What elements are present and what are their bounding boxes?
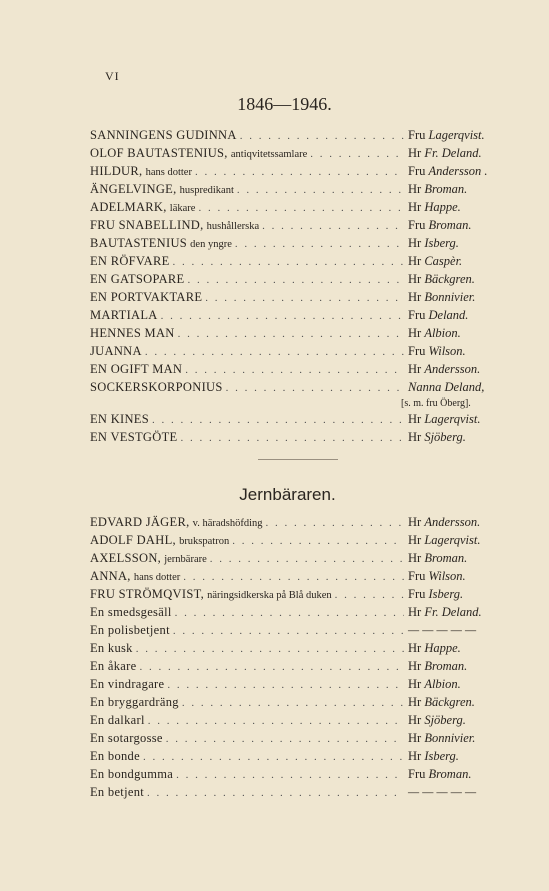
- actor-title: Hr: [408, 641, 422, 655]
- actor-name: Albion.: [424, 326, 461, 340]
- actor: [404, 326, 502, 341]
- role-label: MARTIALA: [90, 308, 158, 322]
- actor-title: Fru: [408, 569, 426, 583]
- cast-row: [90, 308, 502, 326]
- leader-dots: [175, 328, 404, 340]
- role-name: [90, 380, 223, 395]
- role-name: [90, 236, 232, 251]
- actor-title: Hr: [408, 515, 422, 529]
- role-label: ADOLF DAHL,: [90, 533, 176, 547]
- actor: [404, 362, 502, 377]
- actor: [404, 236, 502, 251]
- years-heading: 1846—1946.: [237, 94, 332, 114]
- role-label: SOCKERSKORPONIUS: [90, 380, 223, 394]
- role-name: [90, 659, 136, 674]
- actor-name: — — — — —: [408, 785, 477, 799]
- cast-row: [90, 362, 502, 380]
- role-name: [90, 164, 192, 179]
- cast-row: [90, 412, 502, 430]
- role-description: jernbärare: [164, 554, 207, 565]
- role-description: huspredikant: [179, 185, 234, 196]
- actor: [404, 515, 502, 530]
- role-label: En vindragare: [90, 677, 165, 691]
- cast-list-jernbararen: [90, 515, 502, 803]
- role-name: [90, 254, 170, 269]
- leader-dots: [170, 256, 404, 268]
- role-description: den yngre: [190, 239, 232, 250]
- role-label: AXELSSON,: [90, 551, 162, 565]
- cast-row: [90, 515, 502, 533]
- leader-dots: [173, 769, 404, 781]
- leader-dots: [332, 589, 404, 601]
- role-name: [90, 677, 164, 692]
- actor: [404, 785, 502, 800]
- actor: [404, 380, 502, 395]
- role-name: [90, 713, 145, 728]
- cast-row: [90, 641, 502, 659]
- actor-title: Hr: [408, 605, 422, 619]
- actor-name: Andersson.: [424, 362, 481, 376]
- actor-title: Fru: [408, 128, 426, 142]
- actor: [404, 412, 502, 427]
- role-label: En bondgumma: [90, 767, 174, 781]
- actor-name: Albion.: [424, 677, 461, 691]
- cast-row: [90, 569, 502, 587]
- actor-name: Isberg.: [424, 749, 459, 763]
- cast-row: [90, 749, 502, 767]
- actor-title: Hr: [408, 659, 422, 673]
- actor: [404, 290, 502, 305]
- actor-title: Fru: [408, 344, 426, 358]
- leader-dots: [229, 535, 404, 547]
- role-name: [90, 272, 184, 287]
- role-label: En åkare: [90, 659, 137, 673]
- actor-name: Happe.: [424, 200, 461, 214]
- leader-dots: [149, 414, 404, 426]
- actor: [404, 128, 502, 143]
- role-name: [90, 182, 234, 197]
- actor-title: Fru: [408, 587, 426, 601]
- role-name: [90, 362, 182, 377]
- role-label: En bonde: [90, 749, 140, 763]
- cast-row: [90, 731, 502, 749]
- actor-title: Hr: [408, 749, 422, 763]
- actor-note: [s. m. fru Öberg].: [401, 398, 471, 409]
- actor: [404, 254, 502, 269]
- actor-name: Nanna Deland,: [408, 380, 485, 394]
- cast-row: [90, 164, 502, 182]
- actor-name: Bonnivier.: [424, 731, 476, 745]
- role-label: EN OGIFT MAN: [90, 362, 183, 376]
- role-description: hans dotter: [133, 572, 181, 583]
- cast-row: [90, 236, 502, 254]
- actor: [404, 767, 502, 782]
- leader-dots: [164, 679, 404, 691]
- actor: [404, 344, 502, 359]
- cast-row: [90, 326, 502, 344]
- actor-name: Fr. Deland.: [424, 605, 482, 619]
- role-label: En bryggardräng: [90, 695, 179, 709]
- role-name: [90, 587, 332, 602]
- actor-title: Hr: [408, 290, 422, 304]
- actor-title: Hr: [408, 731, 422, 745]
- cast-row: [90, 623, 502, 641]
- actor-name: Wilson.: [428, 569, 466, 583]
- leader-dots: [170, 625, 404, 637]
- cast-row: [90, 713, 502, 731]
- cast-row: [90, 146, 502, 164]
- cast-row: [90, 677, 502, 695]
- role-name: [90, 200, 195, 215]
- role-label: FRU STRÖMQVIST,: [90, 587, 205, 601]
- actor-name: Andersson.: [424, 515, 481, 529]
- role-label: EN KINES: [90, 412, 149, 426]
- role-name: [90, 641, 133, 656]
- role-name: [90, 412, 149, 427]
- actor-title: Fru: [408, 308, 426, 322]
- actor-name: — — — — —: [408, 623, 477, 637]
- role-label: ANNA,: [90, 569, 131, 583]
- role-description: läkare: [169, 203, 196, 214]
- actor-name: Deland.: [428, 308, 469, 322]
- actor: [404, 308, 502, 323]
- cast-list-1846-1946: [90, 128, 502, 448]
- leader-dots: [234, 184, 404, 196]
- leader-dots: [144, 787, 404, 799]
- role-name: [90, 128, 237, 143]
- actor: [404, 430, 502, 445]
- cast-row: [90, 344, 502, 362]
- actor-title: Hr: [408, 551, 422, 565]
- actor-name: Broman.: [424, 659, 468, 673]
- actor: [404, 659, 502, 674]
- role-label: En dalkarl: [90, 713, 145, 727]
- role-name: [90, 218, 259, 233]
- actor: [404, 182, 502, 197]
- role-label: HENNES MAN: [90, 326, 175, 340]
- leader-dots: [158, 310, 404, 322]
- role-description: brukspatron: [179, 536, 230, 547]
- leader-dots: [136, 661, 404, 673]
- actor-title: Hr: [408, 430, 422, 444]
- cast-row: [90, 533, 502, 551]
- role-label: OLOF BAUTASTENIUS,: [90, 146, 228, 160]
- actor-name: Bäckgren.: [424, 272, 475, 286]
- actor-title: Hr: [408, 200, 422, 214]
- cast-row: [90, 380, 502, 398]
- role-label: JUANNA: [90, 344, 142, 358]
- leader-dots: [142, 346, 404, 358]
- cast-row: [90, 659, 502, 677]
- role-label: EN GATSOPARE: [90, 272, 185, 286]
- actor-name: Bäckgren.: [424, 695, 475, 709]
- role-label: ÄNGELVINGE,: [90, 182, 177, 196]
- actor-name: Lagerqvist.: [424, 533, 481, 547]
- role-name: [90, 515, 263, 530]
- role-label: ADELMARK,: [90, 200, 167, 214]
- actor: [404, 164, 502, 179]
- leader-dots: [133, 643, 404, 655]
- leader-dots: [195, 202, 404, 214]
- role-name: [90, 308, 158, 323]
- cast-row: [90, 785, 502, 803]
- role-name: [90, 785, 144, 800]
- leader-dots: [263, 517, 404, 529]
- leader-dots: [232, 238, 404, 250]
- actor-name: Wilson.: [428, 344, 466, 358]
- role-label: En kusk: [90, 641, 133, 655]
- cast-row: [90, 587, 502, 605]
- actor-title: Hr: [408, 713, 422, 727]
- actor: [404, 605, 502, 620]
- page-number: VI: [105, 69, 120, 83]
- actor-name: Broman.: [428, 218, 472, 232]
- cast-row: [90, 430, 502, 448]
- actor: [404, 713, 502, 728]
- role-name: [90, 533, 229, 548]
- role-name: [90, 569, 180, 584]
- actor-name: Caspèr.: [424, 254, 463, 268]
- role-label: EN RÖFVARE: [90, 254, 170, 268]
- actor-name: Sjöberg.: [424, 713, 466, 727]
- role-label: BAUTASTENIUS: [90, 236, 188, 250]
- role-label: En polisbetjent: [90, 623, 170, 637]
- cast-row: [90, 218, 502, 236]
- cast-row: [90, 551, 502, 569]
- role-description: v. häradshöfding: [192, 518, 263, 529]
- role-label: En sotargosse: [90, 731, 163, 745]
- leader-dots: [237, 130, 404, 142]
- actor: [404, 731, 502, 746]
- leader-dots: [172, 607, 404, 619]
- role-name: [90, 326, 175, 341]
- actor: [404, 677, 502, 692]
- role-description: näringsidkerska på Blå duken: [207, 590, 332, 601]
- role-label: SANNINGENS GUDINNA: [90, 128, 237, 142]
- role-label: EN VESTGÖTE: [90, 430, 178, 444]
- actor-title: Hr: [408, 326, 422, 340]
- leader-dots: [259, 220, 404, 232]
- leader-dots: [202, 292, 404, 304]
- actor-name: Broman.: [428, 767, 472, 781]
- actor: [404, 218, 502, 233]
- actor: [404, 623, 502, 638]
- role-name: [90, 749, 140, 764]
- actor: [404, 749, 502, 764]
- role-name: [90, 731, 163, 746]
- actor: [404, 569, 502, 584]
- role-name: [90, 695, 179, 710]
- actor: [404, 551, 502, 566]
- cast-row: [90, 200, 502, 218]
- role-label: EDVARD JÄGER,: [90, 515, 190, 529]
- role-name: [90, 623, 170, 638]
- actor-title: Fru: [408, 767, 426, 781]
- leader-dots: [307, 148, 404, 160]
- cast-row: [90, 290, 502, 308]
- actor-name: Sjöberg.: [424, 430, 466, 444]
- leader-dots: [140, 751, 404, 763]
- role-label: FRU SNABELLIND,: [90, 218, 204, 232]
- leader-dots: [180, 571, 404, 583]
- actor-title: Hr: [408, 533, 422, 547]
- actor-title: Hr: [408, 677, 422, 691]
- role-description: hushållerska: [206, 221, 260, 232]
- leader-dots: [145, 715, 404, 727]
- cast-row: [90, 272, 502, 290]
- actor-name: Lagerqvist.: [428, 128, 485, 142]
- role-name: [90, 430, 177, 445]
- role-label: HILDUR,: [90, 164, 143, 178]
- actor-title: Hr: [408, 236, 422, 250]
- actor-title: Fru: [408, 164, 426, 178]
- role-name: [90, 344, 142, 359]
- leader-dots: [182, 364, 404, 376]
- actor: [404, 587, 502, 602]
- actor-name: Broman.: [424, 182, 468, 196]
- leader-dots: [163, 733, 404, 745]
- leader-dots: [184, 274, 404, 286]
- actor-title: Hr: [408, 146, 422, 160]
- actor-title: Hr: [408, 362, 422, 376]
- actor: [404, 641, 502, 656]
- actor-title: Hr: [408, 695, 422, 709]
- cast-row: [90, 605, 502, 623]
- cast-row: [90, 767, 502, 785]
- role-label: En smedsgesäll: [90, 605, 172, 619]
- role-name: [90, 146, 307, 161]
- actor: [404, 533, 502, 548]
- actor: [404, 272, 502, 287]
- actor-title: Hr: [408, 272, 422, 286]
- role-description: hans dotter: [145, 167, 192, 178]
- leader-dots: [179, 697, 404, 709]
- role-name: [90, 290, 202, 305]
- section-divider: [258, 459, 338, 460]
- leader-dots: [177, 432, 404, 444]
- actor: [404, 695, 502, 710]
- cast-row: [90, 182, 502, 200]
- actor-title: Hr: [408, 254, 422, 268]
- leader-dots: [207, 553, 404, 565]
- leader-dots: [223, 382, 404, 394]
- role-description: antiqvitetssamlare: [230, 149, 308, 160]
- cast-row: [90, 254, 502, 272]
- actor-name: Isberg.: [424, 236, 459, 250]
- play-title-jernbararen: Jernbäraren.: [239, 485, 336, 504]
- actor: [404, 200, 502, 215]
- actor-title: Hr: [408, 182, 422, 196]
- role-name: [90, 605, 172, 620]
- cast-row: [90, 128, 502, 146]
- role-name: [90, 767, 173, 782]
- role-label: En betjent: [90, 785, 145, 799]
- actor-title: Hr: [408, 412, 422, 426]
- cast-row: [90, 695, 502, 713]
- actor-title: Fru: [408, 218, 426, 232]
- actor-name: Happe.: [424, 641, 461, 655]
- actor-name: Isberg.: [428, 587, 464, 601]
- leader-dots: [192, 166, 404, 178]
- actor-name: Bonnivier.: [424, 290, 476, 304]
- actor-name: Andersson .: [428, 164, 488, 178]
- role-name: [90, 551, 207, 566]
- actor-name: Fr. Deland.: [424, 146, 482, 160]
- actor: [404, 146, 502, 161]
- role-label: EN PORTVAKTARE: [90, 290, 203, 304]
- actor-name: Lagerqvist.: [424, 412, 481, 426]
- actor-name: Broman.: [424, 551, 468, 565]
